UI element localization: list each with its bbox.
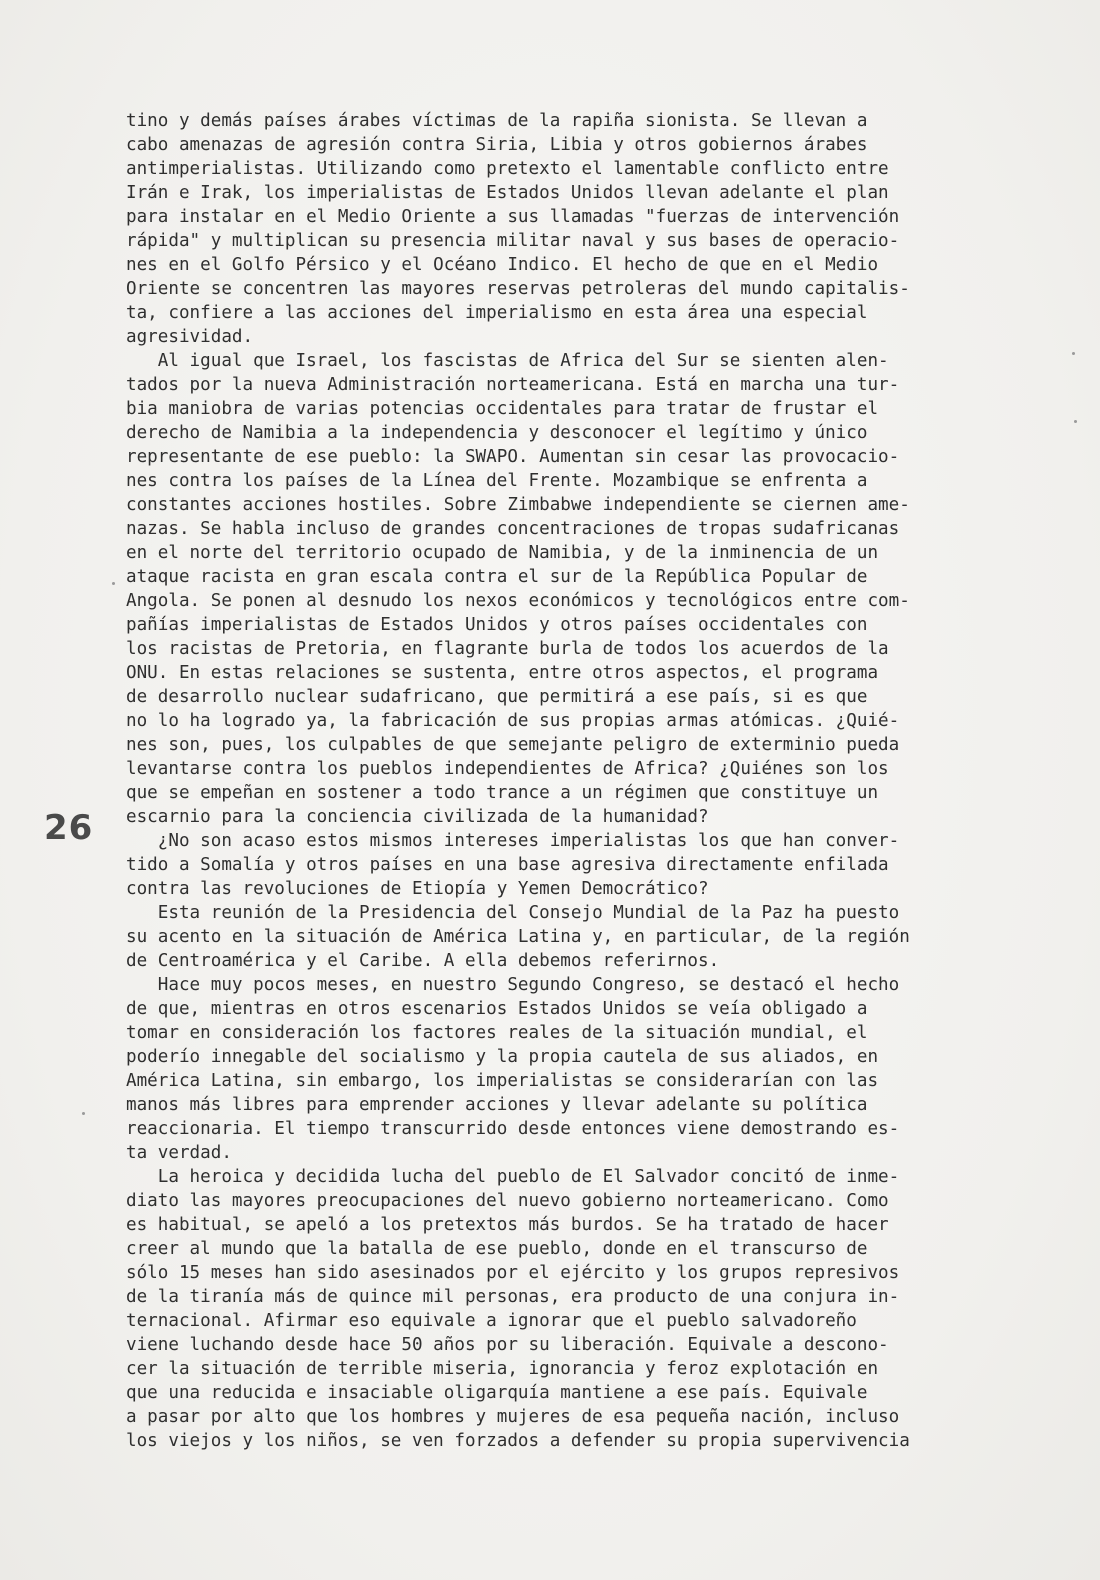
text-line: los racistas de Pretoria, en flagrante burla de todos los acuerdos de la [126, 639, 889, 659]
text-line: cer la situación de terrible miseria, ignorancia y feroz explotación en [126, 1359, 879, 1379]
text-line: contra las revoluciones de Etiopía y Yemen Democrático? [126, 879, 709, 899]
text-line: Esta reunión de la Presidencia del Consejo Mundial de la Paz ha puesto [126, 903, 900, 923]
text-line: rápida" y multiplican su presencia militar naval y sus bases de operacio- [126, 231, 900, 251]
text-line: Oriente se concentren las mayores reservas petroleras del mundo capitalis- [126, 279, 910, 299]
text-line: Al igual que Israel, los fascistas de Africa del Sur se sienten alen- [126, 351, 889, 371]
text-line: nes son, pues, los culpables de que semejante peligro de exterminio pueda [126, 735, 900, 755]
text-line: bia maniobra de varias potencias occidentales para tratar de frustar el [126, 399, 879, 419]
text-line: ta verdad. [126, 1143, 232, 1163]
text-line: diato las mayores preocupaciones del nuevo gobierno norteamericano. Como [126, 1191, 889, 1211]
text-line: los viejos y los niños, se ven forzados a defender su propia supervivencia [126, 1431, 910, 1451]
text-line: de que, mientras en otros escenarios Estados Unidos se veía obligado a [126, 999, 868, 1019]
text-line: que una reducida e insaciable oligarquía mantiene a ese país. Equivale [126, 1383, 868, 1403]
text-line: es habitual, se apeló a los pretextos más burdos. Se ha tratado de hacer [126, 1215, 889, 1235]
text-line: tido a Somalía y otros países en una base agresiva directamente enfilada [126, 855, 889, 875]
text-line: de Centroamérica y el Caribe. A ella debemos referirnos. [126, 951, 720, 971]
text-line: tomar en consideración los factores reales de la situación mundial, el [126, 1023, 868, 1043]
text-line: La heroica y decidida lucha del pueblo de El Salvador concitó de inme- [126, 1167, 900, 1187]
text-line: creer al mundo que la batalla de ese pueblo, donde en el transcurso de [126, 1239, 868, 1259]
scan-speck [1072, 352, 1075, 355]
text-line: ONU. En estas relaciones se sustenta, entre otros aspectos, el programa [126, 663, 879, 683]
text-line: representante de ese pueblo: la SWAPO. Aumentan sin cesar las provocacio- [126, 447, 900, 467]
text-line: poderío innegable del socialismo y la propia cautela de sus aliados, en [126, 1047, 879, 1067]
text-line: ataque racista en gran escala contra el sur de la República Popular de [126, 567, 868, 587]
text-line: levantarse contra los pueblos independientes de Africa? ¿Quiénes son los [126, 759, 889, 779]
text-line: ta, confiere a las acciones del imperialismo en esta área una especial [126, 303, 868, 323]
text-line: Irán e Irak, los imperialistas de Estados Unidos llevan adelante el plan [126, 183, 889, 203]
text-line: de la tiranía más de quince mil personas, era producto de una conjura in- [126, 1287, 900, 1307]
text-line: pañías imperialistas de Estados Unidos y otros países occidentales con [126, 615, 868, 635]
text-line: en el norte del territorio ocupado de Namibia, y de la inminencia de un [126, 543, 879, 563]
text-line: agresividad. [126, 327, 254, 347]
text-line: viene luchando desde hace 50 años por su liberación. Equivale a descono- [126, 1335, 889, 1355]
text-line: Hace muy pocos meses, en nuestro Segundo Congreso, se destacó el hecho [126, 975, 900, 995]
text-line: derecho de Namibia a la independencia y desconocer el legítimo y único [126, 423, 868, 443]
text-line: escarnio para la conciencia civilizada de la humanidad? [126, 807, 709, 827]
scan-speck [1074, 420, 1077, 423]
text-line: nes contra los países de la Línea del Frente. Mozambique se enfrenta a [126, 471, 868, 491]
text-line: antimperialistas. Utilizando como pretexto el lamentable conflicto entre [126, 159, 889, 179]
text-line: reaccionaria. El tiempo transcurrido desde entonces viene demostrando es- [126, 1119, 900, 1139]
text-line: ternacional. Afirmar eso equivale a ignorar que el pueblo salvadoreño [126, 1311, 857, 1331]
text-line: cabo amenazas de agresión contra Siria, Libia y otros gobiernos árabes [126, 135, 868, 155]
scan-speck [82, 1112, 85, 1115]
page-number: 26 [44, 808, 94, 848]
text-line: América Latina, sin embargo, los imperialistas se considerarían con las [126, 1071, 879, 1091]
body-text [126, 109, 1026, 1453]
text-line: a pasar por alto que los hombres y mujeres de esa pequeña nación, incluso [126, 1407, 900, 1427]
text-line: sólo 15 meses han sido asesinados por el ejército y los grupos represivos [126, 1263, 900, 1283]
text-line: tados por la nueva Administración norteamericana. Está en marcha una tur- [126, 375, 900, 395]
text-line: tino y demás países árabes víctimas de la rapiña sionista. Se llevan a [126, 111, 868, 131]
text-line: para instalar en el Medio Oriente a sus llamadas "fuerzas de intervención [126, 207, 900, 227]
text-line: que se empeñan en sostener a todo trance a un régimen que constituye un [126, 783, 879, 803]
text-line: nes en el Golfo Pérsico y el Océano Indico. El hecho de que en el Medio [126, 255, 879, 275]
scan-speck [112, 582, 115, 585]
text-line: Angola. Se ponen al desnudo los nexos económicos y tecnológicos entre com- [126, 591, 910, 611]
text-line: no lo ha logrado ya, la fabricación de sus propias armas atómicas. ¿Quié- [126, 711, 900, 731]
text-line: de desarrollo nuclear sudafricano, que permitirá a ese país, si es que [126, 687, 868, 707]
text-line: ¿No son acaso estos mismos intereses imperialistas los que han conver- [126, 831, 900, 851]
text-line: constantes acciones hostiles. Sobre Zimbabwe independiente se ciernen ame- [126, 495, 910, 515]
text-line: su acento en la situación de América Latina y, en particular, de la región [126, 927, 910, 947]
text-line: nazas. Se habla incluso de grandes concentraciones de tropas sudafricanas [126, 519, 900, 539]
text-line: manos más libres para emprender acciones y llevar adelante su política [126, 1095, 868, 1115]
